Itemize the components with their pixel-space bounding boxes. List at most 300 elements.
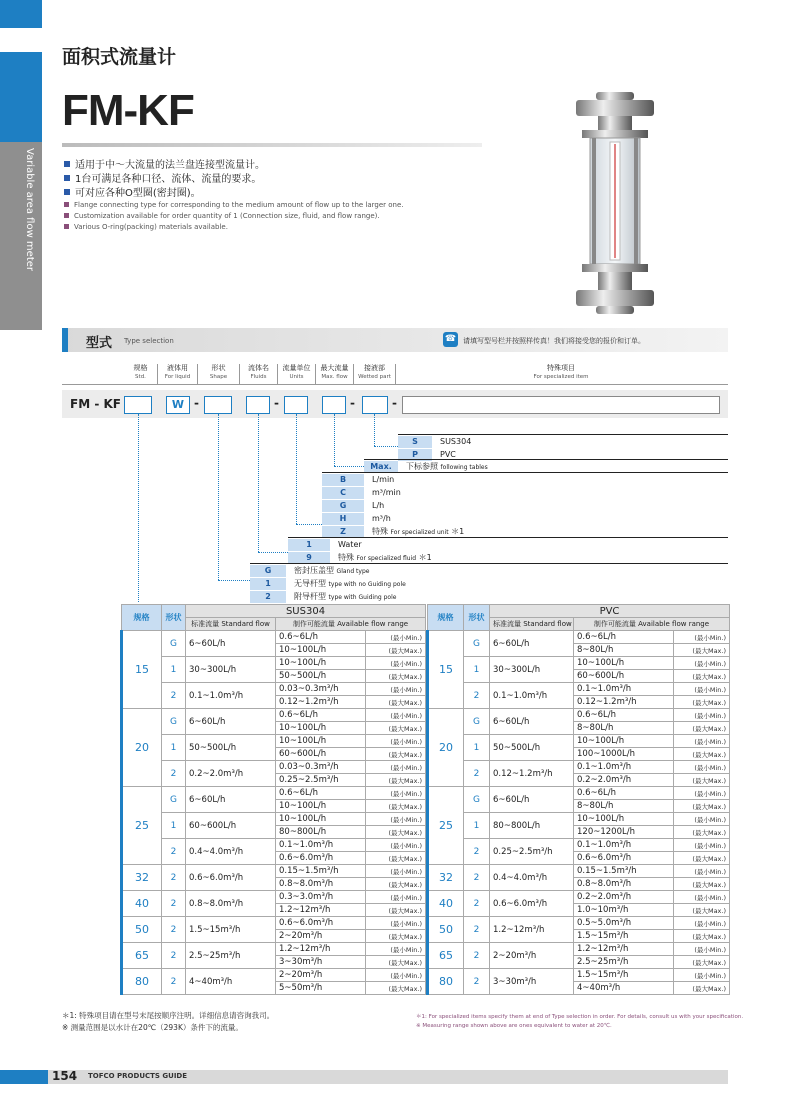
range-cell: 10~100L/h — [574, 735, 674, 748]
std-header: 规格 — [122, 605, 162, 631]
range-cell: 8~80L/h — [574, 722, 674, 735]
selection-accent — [62, 328, 68, 352]
table-row — [122, 813, 426, 826]
range-mark: (最小Min.) — [674, 735, 730, 748]
feature-cn: 适用于中～大流量的法兰盘连接型流量计。 — [64, 156, 265, 171]
range-mark: (最大Max.) — [674, 722, 730, 735]
standard-flow-cell: 0.6~6.0m³/h — [490, 891, 574, 917]
range-mark: (最大Max.) — [674, 982, 730, 995]
range-cell: 0.6~6L/h — [276, 709, 366, 722]
range-cell: 1.5~15m³/h — [574, 930, 674, 943]
range-mark: (最大Max.) — [366, 930, 426, 943]
shape-cell: G — [464, 787, 490, 813]
standard-flow-cell: 6~60L/h — [186, 787, 276, 813]
range-cell: 0.8~8.0m³/h — [574, 878, 674, 891]
range-mark: (最大Max.) — [366, 774, 426, 787]
standard-flow-header: 标准流量 Standard flow — [490, 618, 574, 631]
range-cell: 2~20m³/h — [276, 930, 366, 943]
unit-code-box[interactable] — [284, 396, 308, 414]
range-cell: 0.6~6L/h — [276, 787, 366, 800]
table-row — [428, 787, 730, 800]
range-mark: (最小Min.) — [366, 787, 426, 800]
shape-cell: 2 — [464, 917, 490, 943]
sidebar-label: Variable area flow meter — [24, 148, 35, 271]
standard-flow-cell: 2~20m³/h — [490, 943, 574, 969]
range-mark: (最大Max.) — [366, 878, 426, 891]
range-mark: (最小Min.) — [674, 813, 730, 826]
shape-cell: 2 — [162, 683, 186, 709]
code-dash: - — [392, 396, 397, 410]
shape-cell: 2 — [464, 683, 490, 709]
col-header-maxflow: 最大流量 Max. flow — [316, 364, 354, 384]
std-cell: 50 — [122, 917, 162, 943]
table-row — [428, 813, 730, 826]
option-rule — [288, 537, 728, 538]
table-row — [122, 787, 426, 800]
feature-en: Various O-ring(packing) materials available. — [64, 223, 228, 231]
option-rule — [398, 434, 728, 435]
shape-cell: 2 — [464, 969, 490, 995]
sidebar-accent — [0, 52, 42, 142]
std-cell: 32 — [428, 865, 464, 891]
table-row — [122, 735, 426, 748]
range-mark: (最小Min.) — [674, 683, 730, 696]
range-cell: 10~100L/h — [276, 657, 366, 670]
leader-shape-h — [218, 580, 250, 581]
table-row — [428, 735, 730, 748]
range-cell: 60~600L/h — [574, 670, 674, 683]
standard-flow-cell: 0.25~2.5m³/h — [490, 839, 574, 865]
shape-header: 形状 — [162, 605, 186, 631]
range-cell: 0.12~1.2m³/h — [574, 696, 674, 709]
range-mark: (最大Max.) — [674, 670, 730, 683]
range-cell: 0.6~6L/h — [574, 631, 674, 644]
range-mark: (最小Min.) — [366, 865, 426, 878]
range-cell: 2.5~25m³/h — [574, 956, 674, 969]
col-header-shape: 形状 Shape — [198, 364, 240, 384]
fluid-option: 9 特殊 For specialized fluid ＊1 — [288, 552, 728, 564]
range-cell: 0.1~1.0m³/h — [574, 761, 674, 774]
range-cell: 0.03~0.3m³/h — [276, 761, 366, 774]
range-mark: (最小Min.) — [366, 709, 426, 722]
standard-flow-cell: 1.2~12m³/h — [490, 917, 574, 943]
range-mark: (最小Min.) — [674, 709, 730, 722]
standard-flow-cell: 60~600L/h — [186, 813, 276, 839]
sidebar-accent-top — [0, 0, 42, 28]
range-cell: 1.2~12m³/h — [574, 943, 674, 956]
col-header-liquid: 液体用 For liquid — [158, 364, 198, 384]
range-cell: 0.12~1.2m³/h — [276, 696, 366, 709]
range-cell: 4~40m³/h — [574, 982, 674, 995]
fluid-option: 1 Water — [288, 539, 728, 551]
table-row — [122, 943, 426, 956]
range-mark: (最大Max.) — [674, 826, 730, 839]
std-cell: 40 — [122, 891, 162, 917]
range-mark: (最小Min.) — [366, 631, 426, 644]
table-row — [122, 839, 426, 852]
shape-cell: 1 — [464, 813, 490, 839]
std-cell: 20 — [122, 709, 162, 787]
shape-cell: 2 — [464, 839, 490, 865]
leader-shape — [218, 414, 219, 580]
maxflow-code-box[interactable] — [322, 396, 346, 414]
standard-flow-cell: 30~300L/h — [490, 657, 574, 683]
leader-std — [138, 414, 139, 602]
standard-flow-cell: 4~40m³/h — [186, 969, 276, 995]
standard-flow-cell: 6~60L/h — [186, 709, 276, 735]
std-cell: 65 — [122, 943, 162, 969]
unit-option: Z 特殊 For specialized unit ＊1 — [322, 526, 728, 538]
shape-cell: 1 — [162, 735, 186, 761]
range-mark: (最大Max.) — [674, 852, 730, 865]
range-cell: 10~100L/h — [276, 813, 366, 826]
shape-cell: 2 — [464, 865, 490, 891]
table-row — [122, 683, 426, 696]
range-cell: 0.5~5.0m³/h — [574, 917, 674, 930]
available-flow-header: 制作可能流量 Available flow range — [276, 618, 426, 631]
range-cell: 3~30m³/h — [276, 956, 366, 969]
shape-option: G 密封压盖型 Gland type — [250, 565, 728, 577]
range-mark: (最小Min.) — [674, 917, 730, 930]
code-label: FM - KF — [70, 397, 121, 411]
range-cell: 0.2~2.0m³/h — [574, 891, 674, 904]
standard-flow-cell: 30~300L/h — [186, 657, 276, 683]
range-cell: 0.15~1.5m³/h — [276, 865, 366, 878]
selection-title: 型式 — [86, 336, 113, 351]
unit-option: G L/h — [322, 500, 728, 512]
range-mark: (最小Min.) — [366, 943, 426, 956]
shape-cell: 2 — [162, 891, 186, 917]
range-cell: 10~100L/h — [276, 735, 366, 748]
page-title: 面积式流量计 — [62, 46, 177, 68]
table-row — [122, 865, 426, 878]
range-cell: 10~100L/h — [574, 657, 674, 670]
standard-flow-cell: 50~500L/h — [186, 735, 276, 761]
footnote-cn: ＊1: 特殊项目请在型号末尾按顺序注明。详细信息请咨询我司。 — [62, 1011, 275, 1020]
range-cell: 0.2~2.0m³/h — [574, 774, 674, 787]
range-cell: 0.1~1.0m³/h — [574, 839, 674, 852]
range-cell: 1.0~10m³/h — [574, 904, 674, 917]
leader-fluid — [258, 414, 259, 552]
std-cell: 50 — [428, 917, 464, 943]
std-cell: 40 — [428, 891, 464, 917]
range-cell: 0.6~6L/h — [276, 631, 366, 644]
leader-maxflow — [334, 414, 335, 466]
standard-flow-cell: 0.8~8.0m³/h — [186, 891, 276, 917]
range-mark: (最大Max.) — [674, 930, 730, 943]
range-cell: 50~500L/h — [276, 670, 366, 683]
range-mark: (最大Max.) — [366, 982, 426, 995]
shape-cell: 2 — [162, 839, 186, 865]
range-mark: (最大Max.) — [366, 696, 426, 709]
footnote-en: ※ Measuring range shown above are ones equivalent to water at 20℃. — [416, 1023, 612, 1029]
range-cell: 80~800L/h — [276, 826, 366, 839]
header-rule — [62, 384, 728, 385]
wetted-option: S SUS304 — [398, 436, 728, 448]
range-mark: (最小Min.) — [674, 839, 730, 852]
range-mark: (最大Max.) — [366, 722, 426, 735]
shape-cell: G — [162, 709, 186, 735]
range-cell: 0.6~6L/h — [574, 709, 674, 722]
range-cell: 8~80L/h — [574, 644, 674, 657]
table-row — [428, 891, 730, 904]
shape-cell: 2 — [464, 943, 490, 969]
sus304-table — [120, 604, 426, 995]
std-cell: 15 — [122, 631, 162, 709]
special-code-box[interactable] — [402, 396, 720, 414]
range-cell: 0.15~1.5m³/h — [574, 865, 674, 878]
std-cell: 25 — [122, 787, 162, 865]
range-mark: (最小Min.) — [366, 969, 426, 982]
range-mark: (最小Min.) — [366, 735, 426, 748]
range-mark: (最大Max.) — [366, 748, 426, 761]
range-mark: (最小Min.) — [366, 683, 426, 696]
range-mark: (最小Min.) — [674, 761, 730, 774]
range-cell: 0.03~0.3m³/h — [276, 683, 366, 696]
footer-accent — [0, 1070, 48, 1084]
unit-option: C m³/min — [322, 487, 728, 499]
table-row — [428, 969, 730, 982]
range-cell: 10~100L/h — [276, 722, 366, 735]
table-row — [428, 709, 730, 722]
table-row — [122, 709, 426, 722]
option-rule — [322, 472, 728, 473]
std-cell: 15 — [428, 631, 464, 709]
leader-unit-h — [296, 524, 322, 525]
range-mark: (最大Max.) — [366, 670, 426, 683]
material-header: PVC — [490, 605, 730, 618]
table-row — [428, 839, 730, 852]
leader-fluid-h — [258, 552, 288, 553]
range-mark: (最小Min.) — [674, 969, 730, 982]
range-cell: 1.2~12m³/h — [276, 943, 366, 956]
table-row — [122, 631, 426, 644]
standard-flow-cell: 0.4~4.0m³/h — [490, 865, 574, 891]
code-dash: - — [350, 396, 355, 410]
range-mark: (最大Max.) — [674, 878, 730, 891]
range-mark: (最大Max.) — [674, 956, 730, 969]
option-rule — [364, 459, 728, 460]
page-number: 154 — [52, 1069, 78, 1083]
shape-cell: G — [464, 631, 490, 657]
shape-cell: 2 — [162, 969, 186, 995]
shape-cell: G — [162, 787, 186, 813]
range-mark: (最大Max.) — [674, 644, 730, 657]
table-row — [428, 683, 730, 696]
range-mark: (最大Max.) — [674, 774, 730, 787]
unit-option: B L/min — [322, 474, 728, 486]
standard-flow-cell: 2.5~25m³/h — [186, 943, 276, 969]
table-row — [122, 657, 426, 670]
range-mark: (最大Max.) — [674, 696, 730, 709]
table-row — [428, 865, 730, 878]
pvc-table — [426, 604, 730, 995]
table-row — [122, 891, 426, 904]
range-mark: (最大Max.) — [674, 904, 730, 917]
range-cell: 0.6~6.0m³/h — [276, 852, 366, 865]
range-mark: (最小Min.) — [366, 839, 426, 852]
range-cell: 0.6~6L/h — [574, 787, 674, 800]
range-mark: (最小Min.) — [674, 631, 730, 644]
title-rule — [62, 143, 482, 147]
standard-flow-cell: 0.4~4.0m³/h — [186, 839, 276, 865]
range-cell: 60~600L/h — [276, 748, 366, 761]
standard-flow-cell: 0.1~1.0m³/h — [186, 683, 276, 709]
available-flow-header: 制作可能流量 Available flow range — [574, 618, 730, 631]
table-row — [122, 761, 426, 774]
range-cell: 8~80L/h — [574, 800, 674, 813]
leader-unit — [296, 414, 297, 524]
leader-wetted — [374, 414, 375, 446]
standard-flow-cell: 50~500L/h — [490, 735, 574, 761]
feature-cn: 1台可满足各种口径、流体、流量的要求。 — [64, 170, 261, 185]
range-cell: 0.1~1.0m³/h — [276, 839, 366, 852]
flowmeter-photo — [568, 92, 662, 316]
std-cell: 80 — [122, 969, 162, 995]
range-mark: (最大Max.) — [674, 748, 730, 761]
footnote-cn: ※ 测量范围是以水计在20℃（293K）条件下的流量。 — [62, 1023, 243, 1032]
std-code-box[interactable] — [124, 396, 152, 414]
range-cell: 2~20m³/h — [276, 969, 366, 982]
table-row — [428, 631, 730, 644]
option-rule — [250, 563, 728, 564]
standard-flow-cell: 6~60L/h — [490, 709, 574, 735]
col-header-std: 规格 Std. — [124, 364, 158, 384]
table-row — [428, 917, 730, 930]
range-mark: (最小Min.) — [366, 657, 426, 670]
range-cell: 10~100L/h — [276, 800, 366, 813]
table-row — [428, 761, 730, 774]
maxflow-option: Max. 下标参照 following tables — [364, 461, 728, 473]
code-dash: - — [274, 396, 279, 410]
range-cell: 1.2~12m³/h — [276, 904, 366, 917]
std-cell: 20 — [428, 709, 464, 787]
range-mark: (最小Min.) — [366, 917, 426, 930]
standard-flow-cell: 1.5~15m³/h — [186, 917, 276, 943]
shape-option: 2 附导杆型 type with Guiding pole — [250, 591, 728, 603]
shape-cell: 2 — [162, 865, 186, 891]
standard-flow-cell: 0.1~1.0m³/h — [490, 683, 574, 709]
fluid-code-box[interactable] — [246, 396, 270, 414]
range-mark: (最小Min.) — [366, 891, 426, 904]
standard-flow-header: 标准流量 Standard flow — [186, 618, 276, 631]
range-cell: 0.1~1.0m³/h — [574, 683, 674, 696]
range-mark: (最大Max.) — [366, 826, 426, 839]
table-row — [122, 917, 426, 930]
shape-cell: 2 — [162, 761, 186, 787]
wetted-option: P PVC — [398, 449, 728, 461]
col-header-special: 特殊项目 For specialized item — [533, 364, 589, 380]
wetted-code-box[interactable] — [362, 396, 388, 414]
code-dash: - — [194, 396, 199, 410]
std-cell: 80 — [428, 969, 464, 995]
shape-code-box[interactable] — [204, 396, 232, 414]
range-mark: (最小Min.) — [366, 761, 426, 774]
shape-cell: 1 — [162, 813, 186, 839]
footnote-en: ＊1: For specialized items specify them at end of Type selection in order. For details, consult us with your specification. — [416, 1014, 744, 1020]
fax-icon: ☎ — [443, 332, 458, 347]
shape-cell: 2 — [162, 917, 186, 943]
feature-en: Flange connecting type for corresponding to the medium amount of flow up to the larger one. — [64, 201, 404, 209]
std-header: 规格 — [428, 605, 464, 631]
shape-option: 1 无导杆型 type with no Guiding pole — [250, 578, 728, 590]
range-cell: 120~1200L/h — [574, 826, 674, 839]
range-mark: (最大Max.) — [366, 644, 426, 657]
standard-flow-cell: 0.2~2.0m³/h — [186, 761, 276, 787]
range-mark: (最大Max.) — [366, 904, 426, 917]
shape-cell: 1 — [464, 735, 490, 761]
range-cell: 10~100L/h — [574, 813, 674, 826]
std-cell: 25 — [428, 787, 464, 865]
leader-wetted-h — [374, 446, 398, 447]
range-mark: (最大Max.) — [674, 800, 730, 813]
footer-title: TOFCO PRODUCTS GUIDE — [88, 1072, 188, 1080]
range-mark: (最小Min.) — [674, 657, 730, 670]
range-mark: (最小Min.) — [674, 891, 730, 904]
material-header: SUS304 — [186, 605, 426, 618]
standard-flow-cell: 0.6~6.0m³/h — [186, 865, 276, 891]
range-cell: 10~100L/h — [276, 644, 366, 657]
shape-header: 形状 — [464, 605, 490, 631]
range-cell: 0.8~8.0m³/h — [276, 878, 366, 891]
range-mark: (最小Min.) — [674, 943, 730, 956]
table-row — [428, 657, 730, 670]
range-mark: (最大Max.) — [366, 956, 426, 969]
standard-flow-cell: 6~60L/h — [490, 631, 574, 657]
range-mark: (最小Min.) — [674, 865, 730, 878]
std-cell: 32 — [122, 865, 162, 891]
range-mark: (最大Max.) — [366, 800, 426, 813]
standard-flow-cell: 6~60L/h — [490, 787, 574, 813]
table-row — [428, 943, 730, 956]
liquid-code-box: W — [166, 396, 190, 414]
shape-cell: 2 — [162, 943, 186, 969]
standard-flow-cell: 80~800L/h — [490, 813, 574, 839]
range-mark: (最小Min.) — [366, 813, 426, 826]
shape-cell: 1 — [162, 657, 186, 683]
feature-cn: 可对应各种O型圈(密封圈)。 — [64, 184, 201, 199]
range-cell: 5~50m³/h — [276, 982, 366, 995]
range-mark: (最大Max.) — [366, 852, 426, 865]
shape-cell: 2 — [464, 891, 490, 917]
selection-note: 请填写型号栏并按照样传真！我们将接受您的报价和订单。 — [463, 337, 645, 345]
selection-title-en: Type selection — [124, 337, 174, 345]
std-cell: 65 — [428, 943, 464, 969]
standard-flow-cell: 3~30m³/h — [490, 969, 574, 995]
range-cell: 100~1000L/h — [574, 748, 674, 761]
sidebar-tab — [0, 142, 42, 330]
unit-option: H m³/h — [322, 513, 728, 525]
shape-cell: 2 — [464, 761, 490, 787]
standard-flow-cell: 6~60L/h — [186, 631, 276, 657]
col-header-units: 流量单位 Units — [278, 364, 316, 384]
shape-cell: G — [162, 631, 186, 657]
model-name: FM-KF — [62, 86, 194, 135]
feature-en: Customization available for order quantity of 1 (Connection size, fluid, and flow range). — [64, 212, 380, 220]
range-cell: 1.5~15m³/h — [574, 969, 674, 982]
shape-cell: 1 — [464, 657, 490, 683]
leader-maxflow-h — [334, 466, 364, 467]
range-cell: 0.25~2.5m³/h — [276, 774, 366, 787]
range-cell: 0.6~6.0m³/h — [276, 917, 366, 930]
shape-cell: G — [464, 709, 490, 735]
table-row — [122, 969, 426, 982]
range-cell: 0.3~3.0m³/h — [276, 891, 366, 904]
standard-flow-cell: 0.12~1.2m³/h — [490, 761, 574, 787]
range-cell: 0.6~6.0m³/h — [574, 852, 674, 865]
col-header-fluids: 流体名 Fluids — [240, 364, 278, 384]
range-mark: (最小Min.) — [674, 787, 730, 800]
